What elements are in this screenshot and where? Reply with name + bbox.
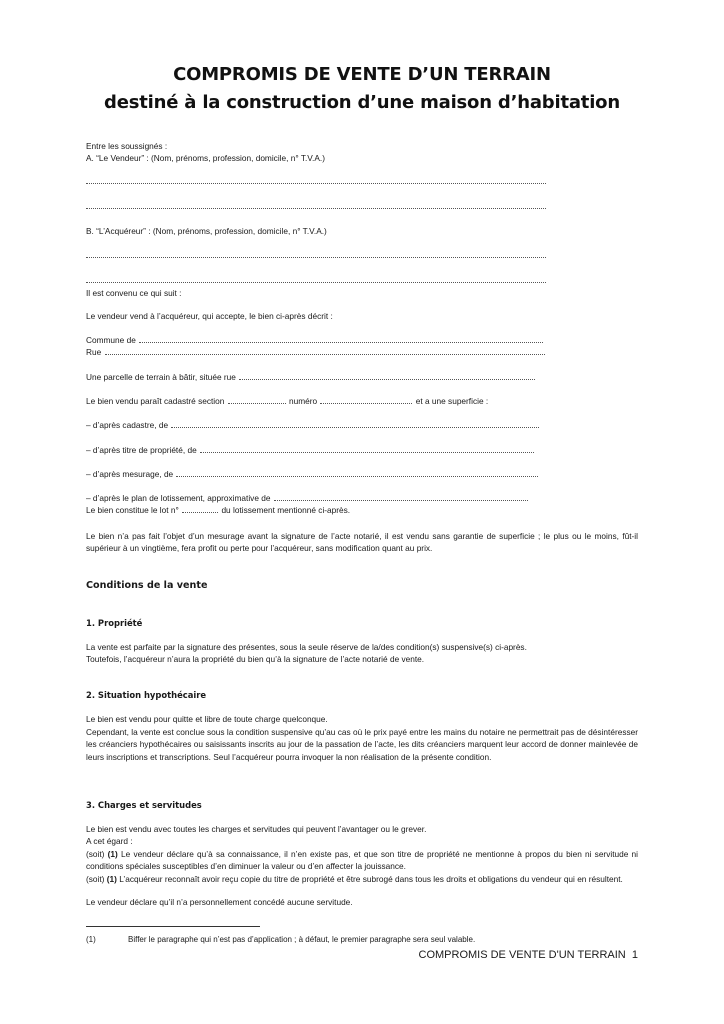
section-3-option-1 — [86, 848, 638, 873]
option-2-footnote-ref: (1) — [106, 874, 117, 884]
area-plan-field[interactable] — [274, 493, 528, 501]
section-2-text-2: Cependant, la vente est conclue sous la condition suspensive qu’au cas où le prix payé entre les mains du notaire ne permettrait pas de désintéresser les créanciers hypothécaires ou saisissants inscrits au jour de la passation de l’acte, les dits créanciers marquent leur accord de donner mainlevée de leurs inscriptions et transcriptions. Seul l’acquéreur pourra invoquer la non réalisation de la présente condition. — [86, 727, 638, 762]
lot-line — [86, 505, 350, 516]
section-2-heading: 2. Situation hypothécaire — [86, 690, 207, 700]
parcel-label: Une parcelle de terrain à bâtir, située rue — [86, 372, 236, 382]
no-survey-paragraph: Le bien n’a pas fait l’objet d’un mesurage avant la signature de l’acte notarié, il est vendu sans garantie de superficie ; le plus ou le moins, fût-il supérieur à un vingtième, fera profit ou perte pour l’acquéreur, sans modification quant au prix. — [86, 531, 638, 554]
section-1-heading: 1. Propriété — [86, 618, 143, 628]
section-3-text-1: Le bien est vendu avec toutes les charges et servitudes qui peuvent l’avantager ou le grever. — [86, 824, 427, 834]
section-3-heading: 3. Charges et servitudes — [86, 800, 202, 810]
commune-label: Commune de — [86, 335, 136, 345]
area-title-line — [86, 445, 535, 456]
parcel-line — [86, 372, 536, 383]
cadastre-section-field[interactable] — [228, 396, 286, 404]
buyer-label: B. “L’Acquéreur” : (Nom, prénoms, profession, domicile, n° T.V.A.) — [86, 226, 327, 236]
lot-suffix: du lotissement mentionné ci-après. — [221, 505, 351, 515]
section-3-text-2: A cet égard : — [86, 836, 133, 846]
option-1-text: Le vendeur déclare qu’à sa connaissance, il n’en existe pas, et que son titre de propriété ne mentionne à propos du bien ni servitude ni conditions spéciales susceptibles d’en diminuer la valeur ou d’en affecter la jouissance. — [86, 849, 639, 872]
page-footer — [419, 949, 639, 961]
section-1-text-1: La vente est parfaite par la signature des présentes, sous la seule réserve de la/des condition(s) suspensive(s) ci-après. — [86, 642, 527, 652]
area-survey-field[interactable] — [176, 469, 538, 477]
option-1-footnote-ref: (1) — [107, 849, 118, 859]
rue-line — [86, 347, 546, 358]
option-1-soit: (soit) — [86, 849, 105, 859]
section-3-text-5: Le vendeur déclare qu’il n’a personnellement concédé aucune servitude. — [86, 897, 353, 907]
cadastre-number-field[interactable] — [320, 396, 412, 404]
area-plan-line — [86, 493, 529, 504]
option-2-text: L’acquéreur reconnaît avoir reçu copie du titre de propriété et être subrogé dans tous les droits et obligations du vendeur qui en résultent. — [119, 874, 623, 884]
conditions-heading: Conditions de la vente — [86, 580, 208, 591]
option-2-soit: (soit) — [86, 874, 105, 884]
rue-field[interactable] — [105, 347, 545, 355]
section-2-text-1: Le bien est vendu pour quitte et libre de toute charge quelconque. — [86, 714, 328, 724]
area-title-field[interactable] — [200, 445, 534, 453]
footnote-marker: (1) — [86, 935, 96, 944]
commune-field[interactable] — [139, 335, 543, 343]
parcel-street-field[interactable] — [239, 372, 535, 380]
sale-intro: Le vendeur vend à l’acquéreur, qui accepte, le bien ci-après décrit : — [86, 311, 333, 321]
buyer-fill-line-2[interactable] — [86, 282, 546, 283]
document-subtitle: destiné à la construction d’une maison d’habitation — [104, 92, 620, 113]
rue-label: Rue — [86, 347, 102, 357]
footer-label: COMPROMIS DE VENTE D'UN TERRAIN — [418, 949, 626, 961]
footnote-text: Biffer le paragraphe qui n’est pas d’application ; à défaut, le premier paragraphe sera seul valable. — [128, 935, 476, 944]
seller-fill-line-1[interactable] — [86, 183, 546, 184]
lot-label: Le bien constitue le lot n° — [86, 505, 179, 515]
section-1-text-2: Toutefois, l’acquéreur n’aura la propriété du bien qu’à la signature de l’acte notarié de vente. — [86, 654, 425, 664]
agreement-intro: Il est convenu ce qui suit : — [86, 288, 182, 298]
area-survey-label: – d’après mesurage, de — [86, 469, 174, 479]
seller-fill-line-2[interactable] — [86, 208, 546, 209]
parties-intro: Entre les soussignés : — [86, 141, 168, 151]
section-3-option-2 — [86, 873, 638, 885]
cadastre-line — [86, 396, 488, 407]
lot-number-field[interactable] — [182, 505, 218, 513]
area-plan-label: – d’après le plan de lotissement, approximative de — [86, 493, 271, 503]
area-survey-line — [86, 469, 539, 480]
area-cadastre-line — [86, 420, 540, 431]
page-number: 1 — [631, 949, 638, 961]
seller-label: A. “Le Vendeur” : (Nom, prénoms, profession, domicile, n° T.V.A.) — [86, 153, 325, 163]
buyer-fill-line-1[interactable] — [86, 257, 546, 258]
cadastre-number-label: numéro — [289, 396, 318, 406]
area-cadastre-label: – d’après cadastre, de — [86, 420, 169, 430]
area-cadastre-field[interactable] — [171, 420, 539, 428]
cadastre-area-label: et a une superficie : — [415, 396, 489, 406]
document-title: COMPROMIS DE VENTE D’UN TERRAIN — [173, 64, 551, 85]
commune-line — [86, 335, 544, 346]
cadastre-label: Le bien vendu paraît cadastré section — [86, 396, 225, 406]
area-title-label: – d’après titre de propriété, de — [86, 445, 197, 455]
footnote-divider — [86, 926, 260, 927]
